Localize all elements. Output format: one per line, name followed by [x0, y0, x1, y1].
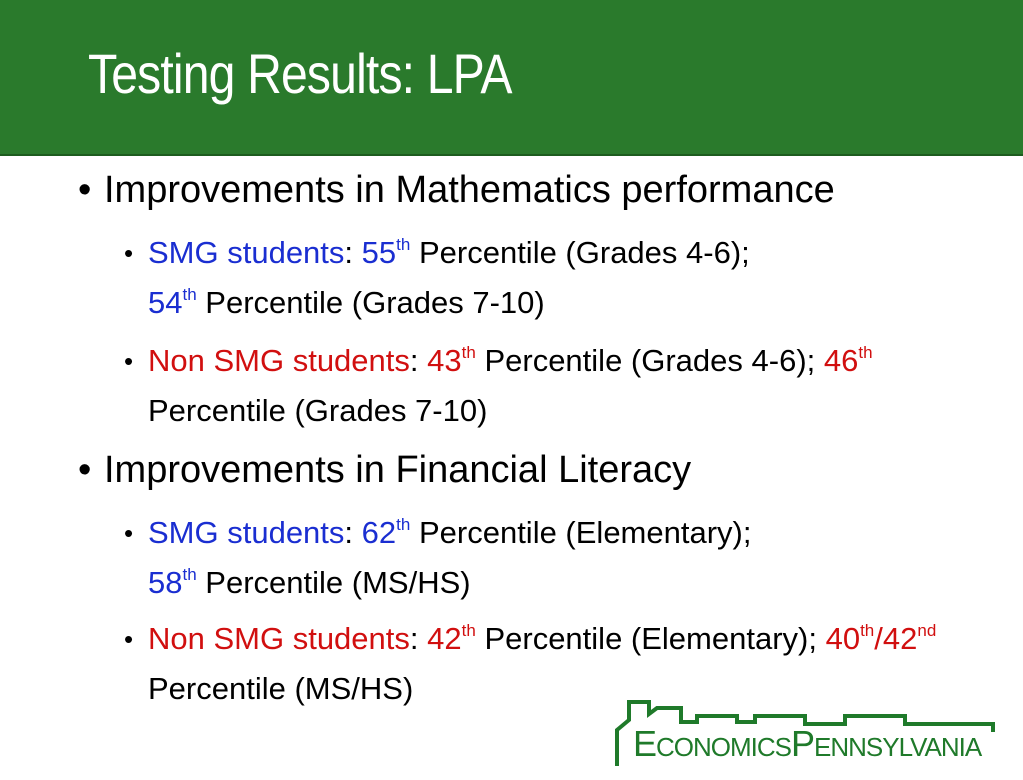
- subitem-financial-non-smg: [124, 614, 994, 714]
- group-label: Non SMG students: [148, 621, 410, 656]
- bullet-label: Improvements in Financial Literacy: [104, 449, 692, 491]
- percentile-value: 46: [823, 343, 859, 378]
- logo-word: ENNSYLVANIA: [814, 732, 982, 762]
- ordinal-suffix: th: [461, 343, 476, 362]
- percentile-text: Percentile (Grades 7-10): [205, 285, 545, 320]
- bullet-dot-icon: •: [124, 346, 134, 376]
- subitem-math-smg: [124, 228, 994, 328]
- bullet-dot-icon: •: [124, 518, 134, 548]
- percentile-text: Percentile (Elementary);: [484, 621, 817, 656]
- economics-pennsylvania-logo: [605, 700, 1005, 770]
- logo-letter: E: [633, 723, 657, 764]
- ordinal-suffix: th: [858, 343, 873, 362]
- percentile-text: Percentile (Grades 7-10): [148, 393, 488, 428]
- percentile-value: 42: [427, 621, 462, 656]
- slash: /: [874, 621, 883, 656]
- ordinal-suffix: th: [396, 515, 411, 534]
- ordinal-suffix: th: [182, 285, 197, 304]
- logo-wordmark: [633, 723, 982, 764]
- percentile-text: Percentile (MS/HS): [148, 671, 414, 706]
- title-bar: [0, 0, 1023, 156]
- percentile-value: 40: [825, 621, 861, 656]
- subitem-math-non-smg: [124, 336, 994, 436]
- ordinal-suffix: nd: [917, 621, 937, 640]
- bullet-dot-icon: •: [78, 449, 92, 491]
- separator: :: [344, 515, 354, 550]
- percentile-value: 62: [361, 515, 397, 550]
- percentile-text: Percentile (Grades 4-6);: [418, 235, 750, 270]
- percentile-text: Percentile (Grades 4-6);: [484, 343, 816, 378]
- bullet-dot-icon: •: [124, 624, 134, 654]
- bullet-dot-icon: •: [78, 169, 92, 211]
- percentile-value: 42: [882, 621, 918, 656]
- group-label: SMG students: [148, 235, 345, 270]
- separator: :: [344, 235, 354, 270]
- ordinal-suffix: th: [182, 565, 197, 584]
- percentile-value: 43: [427, 343, 462, 378]
- separator: :: [409, 621, 419, 656]
- percentile-value: 54: [148, 285, 183, 320]
- logo-word: CONOMICS: [656, 732, 792, 762]
- percentile-value: 58: [148, 565, 183, 600]
- ordinal-suffix: th: [396, 235, 411, 254]
- bullet-label: Improvements in Mathematics performance: [104, 169, 835, 211]
- group-label: SMG students: [148, 515, 345, 550]
- ordinal-suffix: th: [461, 621, 476, 640]
- logo-letter: P: [791, 723, 815, 764]
- slide-title: Testing Results: LPA: [88, 42, 512, 105]
- ordinal-suffix: th: [860, 621, 875, 640]
- group-label: Non SMG students: [148, 343, 410, 378]
- percentile-value: 55: [361, 235, 397, 270]
- separator: :: [409, 343, 419, 378]
- percentile-text: Percentile (Elementary);: [418, 515, 752, 550]
- subitem-financial-smg: [124, 508, 994, 608]
- bullet-dot-icon: •: [124, 238, 134, 268]
- percentile-text: Percentile (MS/HS): [205, 565, 471, 600]
